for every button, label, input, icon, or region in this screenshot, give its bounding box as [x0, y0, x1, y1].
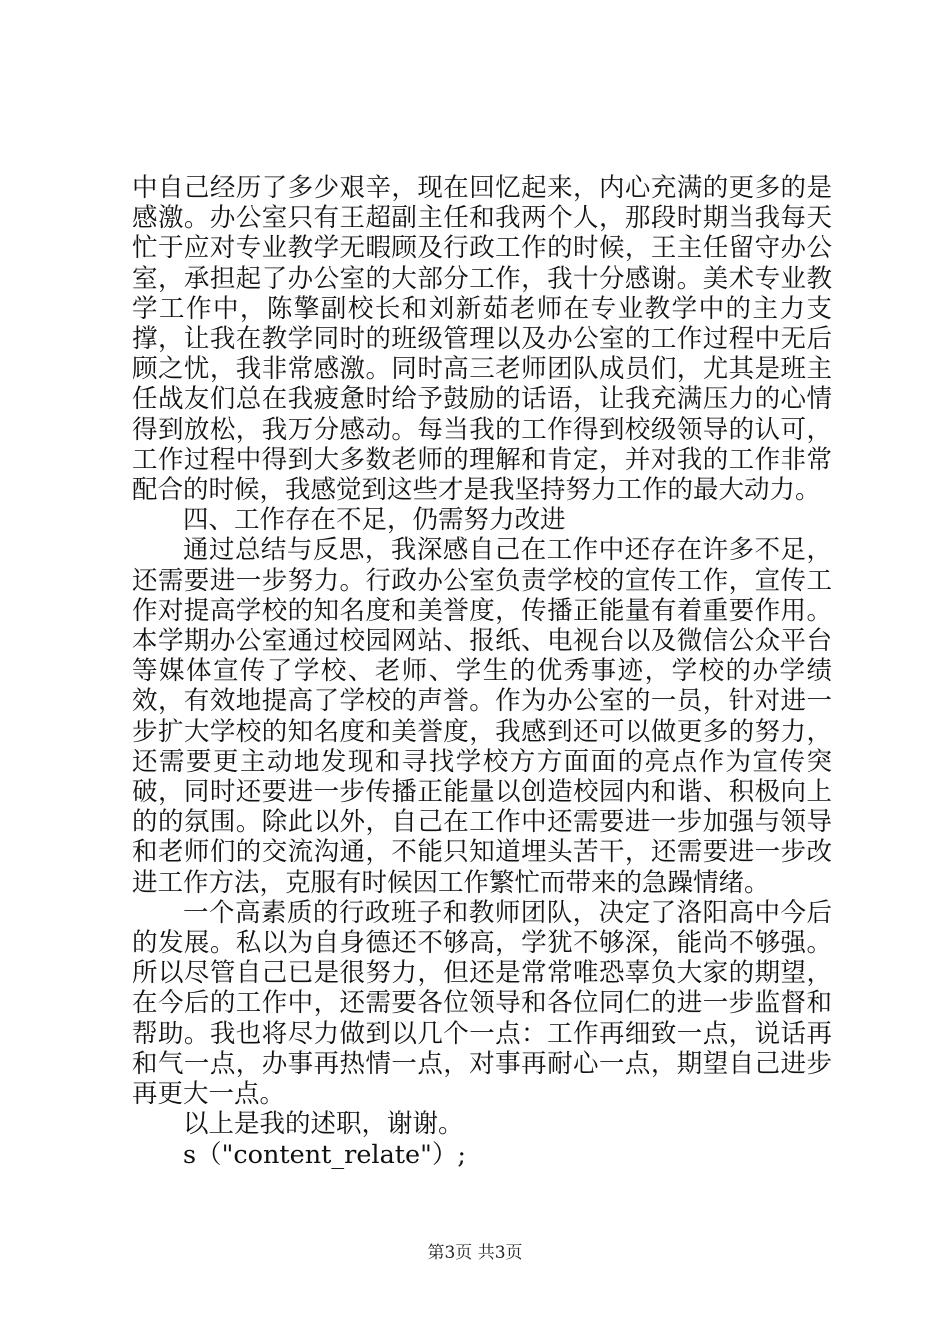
section-heading-shortcomings: 四、工作存在不足，仍需努力改进	[183, 505, 566, 536]
paragraph-gratitude: 中自己经历了多少艰辛，现在回忆起来，内心充满的更多的是感激。办公室只有王超副主任和我两个人，那段时期当我每天忙于应对专业教学无暇顾及行政工作的时候，王主任留守办公室，承担起了办公室的大部分工作，我十分感谢。美术专业教学工作中，陈擎副校长和刘新茹老师在专业教学中的主力支撑，让我在教学同时的班级管理以及办公室的工作过程中无后顾之忧，我非常感激。同时高三老师团队成员们，尤其是班主任战友们总在我疲惫时给予鼓励的话语，让我充满压力的心情得到放松，我万分感动。每当我的工作得到校级领导的认可，工作过程中得到大多数老师的理解和肯定，并对我的工作非常配合的时候，我感觉到这些才是我坚持努力工作的最大动力。	[132, 173, 832, 506]
paragraph-stray-code: s（"content_relate"）;	[183, 1139, 466, 1170]
paragraph-reflection: 通过总结与反思，我深感自己在工作中还存在许多不足，还需要进一步努力。行政办公室负责学校的宣传工作，宣传工作对提高学校的知名度和美誉度，传播正能量有着重要作用。本学期办公室通过校园网站、报纸、电视台以及微信公众平台等媒体宣传了学校、老师、学生的优秀事迹，学校的办学绩效，有效地提高了学校的声誉。作为办公室的一员，针对进一步扩大学校的知名度和美誉度，我感到还可以做更多的努力，还需要更主动地发现和寻找学校方方面面的亮点作为宣传突破，同时还要进一步传播正能量以创造校园内和谐、积极向上的的氛围。除此以外，自己在工作中还需要进一步加强与领导和老师们的交流沟通，不能只知道埋头苦干，还需要进一步改进工作方法，克服有时候因工作繁忙而带来的急躁情绪。	[132, 535, 832, 898]
paragraph-closing: 以上是我的述职，谢谢。	[183, 1109, 464, 1140]
page-footer: 第3页 共3页	[427, 1243, 523, 1263]
document-body	[132, 173, 832, 1170]
paragraph-future-commitment: 一个高素质的行政班子和教师团队，决定了洛阳高中今后的发展。私以为自身德还不够高，学犹不够深，能尚不够强。所以尽管自己已是很努力，但还是常常唯恐辜负大家的期望，在今后的工作中，还需要各位领导和各位同仁的进一步监督和帮助。我也将尽力做到以几个一点：工作再细致一点，说话再和气一点，办事再热情一点，对事再耐心一点，期望自己进步再更大一点。	[132, 897, 832, 1110]
